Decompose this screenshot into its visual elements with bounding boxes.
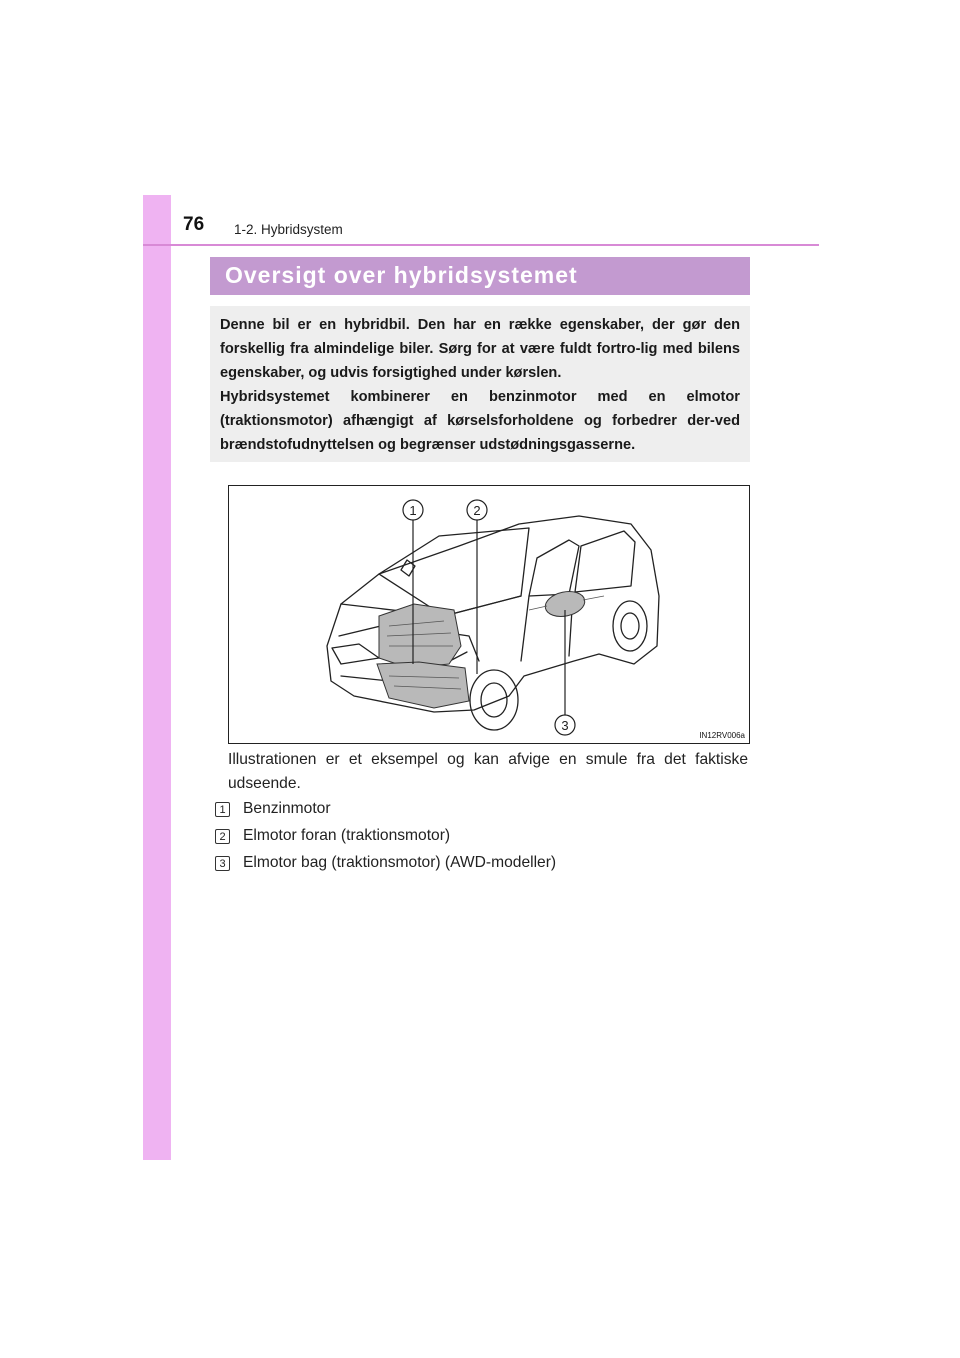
callout-3: 3 [561,718,569,733]
legend-number: 1 [215,802,230,817]
car-illustration [228,485,750,744]
header-rule [143,244,819,246]
legend-number: 3 [215,856,230,871]
legend-label: Elmotor bag (traktionsmotor) (AWD-modeller) [243,854,557,871]
figure-caption: Illustrationen er et eksempel og kan afvige en smule fra det faktiske udseende. [228,751,748,792]
section-reference: 1-2. Hybridsystem [234,222,343,237]
front-wheel [470,670,518,730]
side-window-front [529,540,579,596]
side-strip [143,195,171,1160]
windshield [379,528,529,616]
page-number: 76 [183,214,205,235]
section-title-bar [210,257,750,295]
rear-wheel [613,601,647,651]
legend-label: Elmotor foran (traktionsmotor) [243,827,451,844]
front-motor [377,662,469,708]
legend-number: 2 [215,829,230,844]
figure-code: IN12RV006a [699,731,745,740]
callout-1: 1 [409,503,417,518]
intro-box [210,306,750,462]
legend-label: Benzinmotor [243,800,331,817]
side-window-rear [575,531,635,592]
callout-2: 2 [473,503,481,518]
intro-paragraph: Denne bil er en hybridbil. Den har en række egenskaber, der gør den forskellig fra almindelige biler. Sørg for at være fuldt fortro-lig med bilens egenskaber, og udvis forsigtighed under kørslen. [220,317,740,381]
section-title: Oversigt over hybridsystemet [225,262,578,288]
intro-paragraph: Hybridsystemet kombinerer en benzinmotor med en elmotor (traktionsmotor) afhængigt af kørselsforholdene og forbedrer der-ved brændstofudnyttelsen og begrænser udstødningsgasserne. [220,389,740,453]
car-drawing [229,486,749,743]
